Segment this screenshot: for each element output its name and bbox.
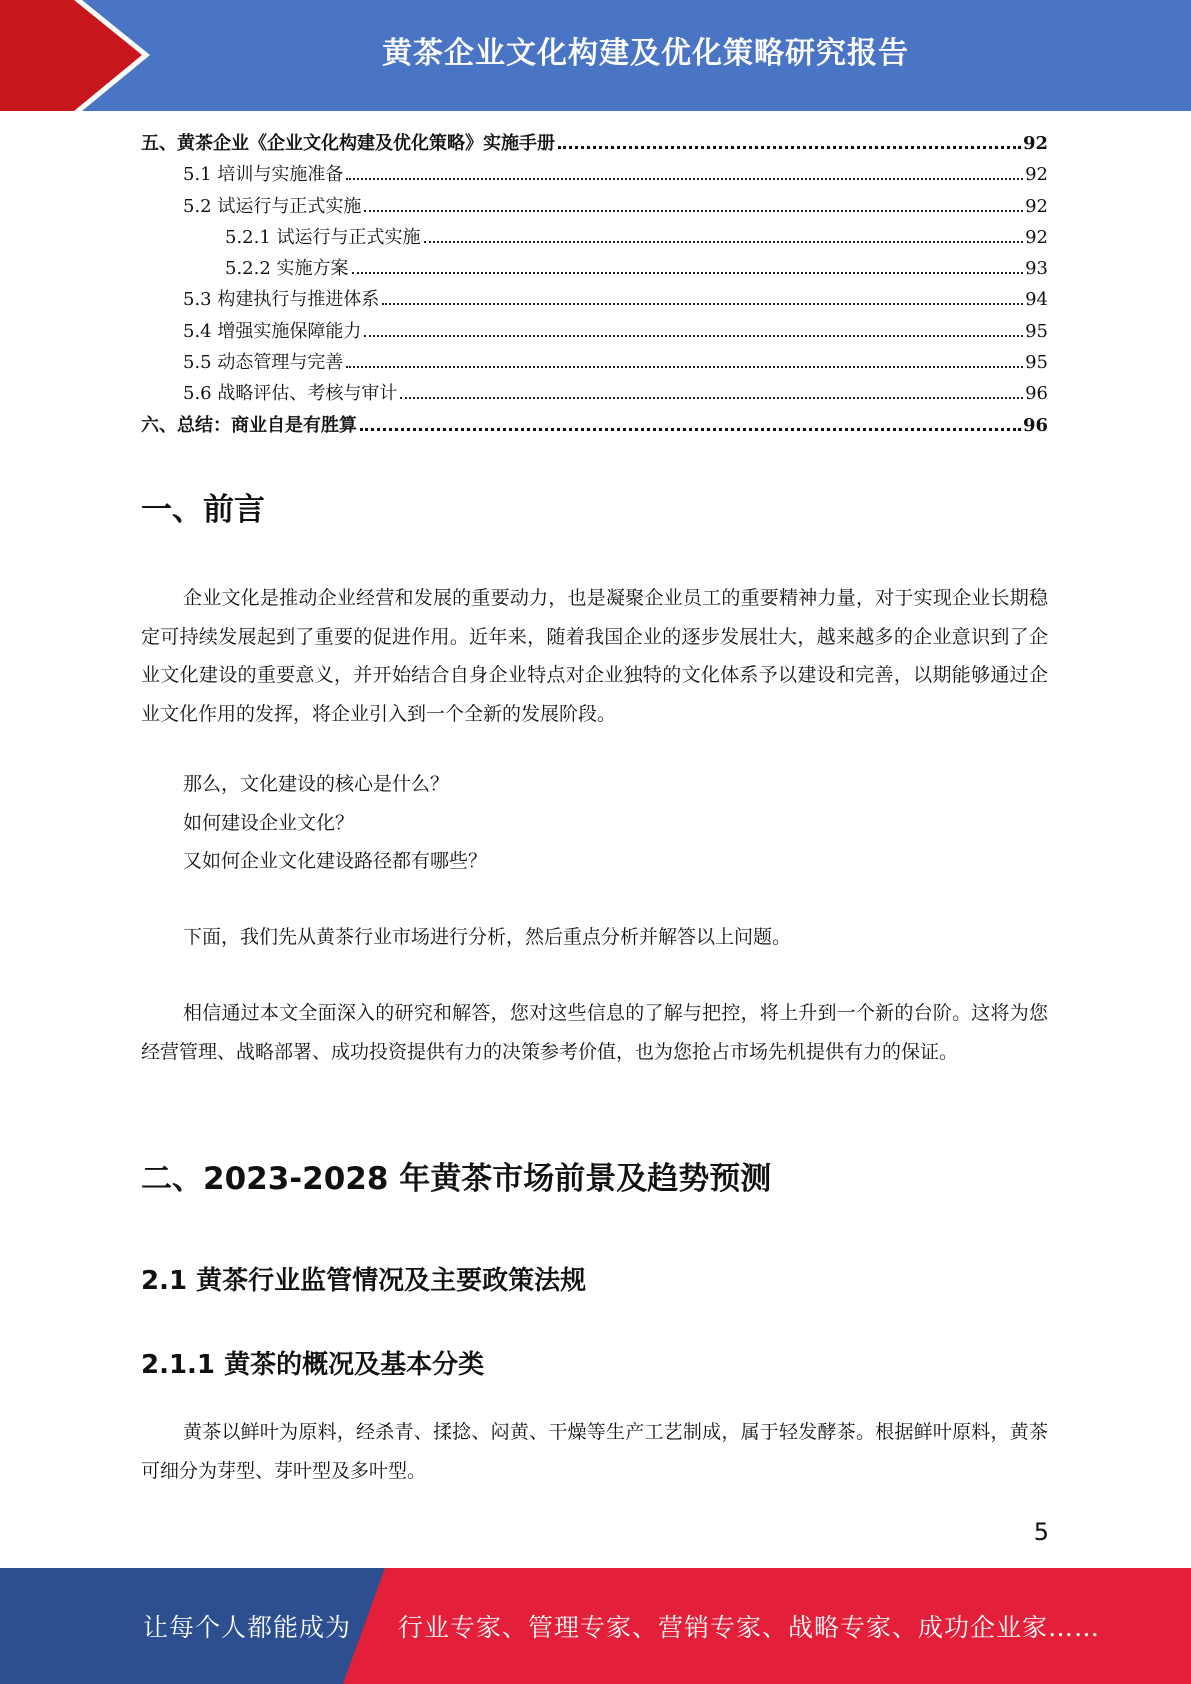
- page-header: [0, 0, 1191, 111]
- page-footer: [0, 1568, 1191, 1684]
- toc-entry-page: 92: [1022, 133, 1048, 154]
- toc-leader-dots: [360, 428, 1021, 431]
- subsection-heading-regulation: 2.1 黄茶行业监管情况及主要政策法规: [141, 1266, 587, 1296]
- question-item: 如何建设企业文化？: [183, 811, 355, 834]
- table-of-contents: [141, 128, 1048, 441]
- toc-entry-title: 5.1 培训与实施准备: [183, 164, 344, 186]
- toc-entry-page: 92: [1025, 226, 1048, 248]
- paragraph-preface-intro: 企业文化是推动企业经营和发展的重要动力，也是凝聚企业员工的重要精神力量，对于实现企业长期稳定可持续发展起到了重要的促进作用。近年来，随着我国企业的逐步发展壮大，越来越多的企业意识到了企业文化建设的重要意义，并开始结合自身企业特点对企业独特的文化体系予以建设和完善，以期能够通过企业文化作用的发挥，将企业引入到一个全新的发展阶段。: [141, 587, 1048, 725]
- section-heading-market-outlook: 二、2023-2028 年黄茶市场前景及趋势预测: [141, 1161, 772, 1197]
- toc-entry-title: 5.2 试运行与正式实施: [183, 195, 362, 217]
- page-number: 5: [1033, 1518, 1049, 1546]
- toc-entry-page: 92: [1025, 195, 1048, 217]
- toc-entry-title: 5.5 动态管理与完善: [183, 352, 344, 374]
- toc-entry-page: 95: [1025, 320, 1048, 342]
- header-red-chevron-decoration: [0, 0, 142, 111]
- toc-leader-dots: [346, 178, 1023, 180]
- toc-entry-title: 5.6 战略评估、考核与审计: [183, 383, 398, 405]
- toc-leader-dots: [352, 272, 1024, 274]
- subsection-heading-overview: 2.1.1 黄茶的概况及基本分类: [141, 1350, 485, 1380]
- toc-leader-dots: [400, 397, 1023, 399]
- toc-entry[interactable]: [141, 410, 1048, 441]
- toc-entry-title: 5.2.1 试运行与正式实施: [225, 226, 421, 248]
- paragraph-yellow-tea-overview: 黄茶以鲜叶为原料，经杀青、揉捻、闷黄、干燥等生产工艺制成，属于轻发酵茶。根据鲜叶原料，黄茶可细分为芽型、芽叶型及多叶型。: [141, 1421, 1048, 1482]
- toc-leader-dots: [364, 210, 1023, 212]
- footer-slogan-right: 行业专家、管理专家、营销专家、战略专家、成功企业家……: [398, 1613, 1101, 1642]
- toc-entry[interactable]: [141, 191, 1048, 222]
- toc-entry-title: 六、总结：商业自是有胜算: [141, 414, 357, 436]
- toc-entry[interactable]: [141, 316, 1048, 347]
- toc-entry-page: 96: [1025, 383, 1048, 405]
- toc-entry-title: 五、黄茶企业《企业文化构建及优化策略》实施手册: [141, 133, 555, 154]
- toc-entry[interactable]: [141, 222, 1048, 253]
- toc-entry-page: 92: [1025, 164, 1048, 186]
- question-list: [183, 765, 487, 881]
- toc-entry-page: 95: [1025, 352, 1048, 374]
- toc-entry[interactable]: [141, 253, 1048, 284]
- toc-leader-dots: [364, 335, 1023, 337]
- toc-entry[interactable]: [141, 159, 1048, 190]
- toc-entry-title: 5.3 构建执行与推进体系: [183, 289, 380, 311]
- toc-entry[interactable]: [141, 378, 1048, 409]
- toc-entry[interactable]: [141, 347, 1048, 378]
- toc-leader-dots: [424, 241, 1024, 243]
- paragraph-value-statement: 相信通过本文全面深入的研究和解答，您对这些信息的了解与把控，将上升到一个新的台阶。这将为您经营管理、战略部署、成功投资提供有力的决策参考价值，也为您抢占市场先机提供有力的保证。: [141, 1002, 1048, 1063]
- toc-leader-dots: [346, 366, 1023, 368]
- header-title-wrapper: [150, 28, 1191, 72]
- toc-entry-page: 93: [1025, 258, 1048, 280]
- toc-leader-dots: [558, 146, 1021, 149]
- toc-entry-page: 94: [1025, 289, 1048, 311]
- toc-entry[interactable]: [141, 128, 1048, 159]
- toc-entry-title: 5.2.2 实施方案: [225, 258, 349, 280]
- report-title: 黄茶企业文化构建及优化策略研究报告: [382, 36, 909, 71]
- toc-entry-page: 96: [1022, 414, 1048, 436]
- toc-entry[interactable]: [141, 284, 1048, 315]
- footer-slogan-left: 让每个人都能成为: [143, 1613, 352, 1642]
- paragraph-analysis-intro: 下面，我们先从黄茶行业市场进行分析，然后重点分析并解答以上问题。: [183, 926, 792, 948]
- toc-entry-title: 5.4 增强实施保障能力: [183, 320, 362, 342]
- section-heading-preface: 一、前言: [141, 492, 265, 528]
- question-item: 又如何企业文化建设路径都有哪些？: [183, 850, 488, 872]
- question-item: 那么，文化建设的核心是什么？: [183, 773, 450, 795]
- toc-leader-dots: [382, 303, 1023, 305]
